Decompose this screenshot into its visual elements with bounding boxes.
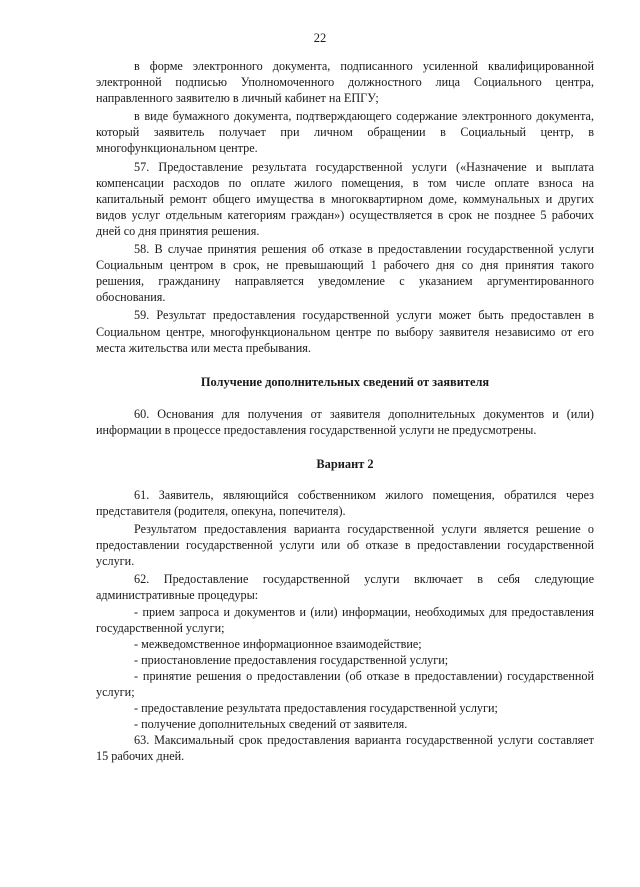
section-heading: Получение дополнительных сведений от заявителя [200, 374, 490, 389]
list-item: - межведомственное информационное взаимодействие; [134, 636, 422, 651]
paragraph: в виде бумажного документа, подтверждающего содержание электронного документа, который заявитель получает при личном обращении в Социальный центр, в многофункциональном центре. [96, 109, 594, 156]
list-item: - приостановление предоставления государственной услуги; [134, 652, 449, 667]
variant-heading: Вариант 2 [316, 456, 374, 471]
paragraph-58: 58. В случае принятия решения об отказе в предоставлении государственной услуги Социальным центром в срок, не превышающий 1 рабочего дня со дня принятия такого решения, гражданину направляется уведомление с указанием аргументированного обоснования. [96, 242, 594, 305]
paragraph-60: 60. Основания для получения от заявителя дополнительных документов и (или) информации в процессе предоставления государственной услуги не предусмотрены. [96, 406, 594, 437]
list-item: - принятие решения о предоставлении (об отказе в предоставлении) государственной услуги; [96, 668, 594, 699]
paragraph-62: 62. Предоставление государственной услуги включает в себя следующие административные процедуры: [96, 572, 594, 603]
list-item: - предоставление результата предоставления государственной услуги; [134, 701, 498, 716]
paragraph-61: 61. Заявитель, являющийся собственником жилого помещения, обратился через представителя (родителя, опекуна, попечителя). [96, 487, 594, 518]
list-item: - получение дополнительных сведений от заявителя. [134, 717, 408, 732]
paragraph-57: 57. Предоставление результата государственной услуги («Назначение и выплата компенсации расходов по оплате жилого помещения, в том числе оплате взноса на капитальный ремонт общего имущества в многоквартирном доме, коммунальных и других видов услуг отдельным категориям граждан») осуществляется в срок не позднее 5 рабочих дней со дня принятия решения. [96, 159, 594, 238]
document-body [96, 58, 594, 764]
list-item: - прием запроса и документов и (или) информации, необходимых для предоставления государственной услуги; [96, 604, 594, 635]
paragraph-result: Результатом предоставления варианта государственной услуги является решение о предоставлении государственной услуги или об отказе в предоставлении государственной услуги. [96, 522, 594, 569]
paragraph-63: 63. Максимальный срок предоставления варианта государственной услуги составляет 15 рабочих дней. [96, 733, 594, 764]
paragraph: в форме электронного документа, подписанного усиленной квалифицированной электронной подписью Уполномоченного должностного лица Социального центра, направленного заявителю в личный кабинет на ЕПГУ; [96, 59, 594, 106]
paragraph-59: 59. Результат предоставления государственной услуги может быть предоставлен в Социальном центре, многофункциональном центре по выбору заявителя независимо от его места жительства или места пребывания. [96, 308, 594, 355]
page-number: 22 [313, 31, 327, 45]
